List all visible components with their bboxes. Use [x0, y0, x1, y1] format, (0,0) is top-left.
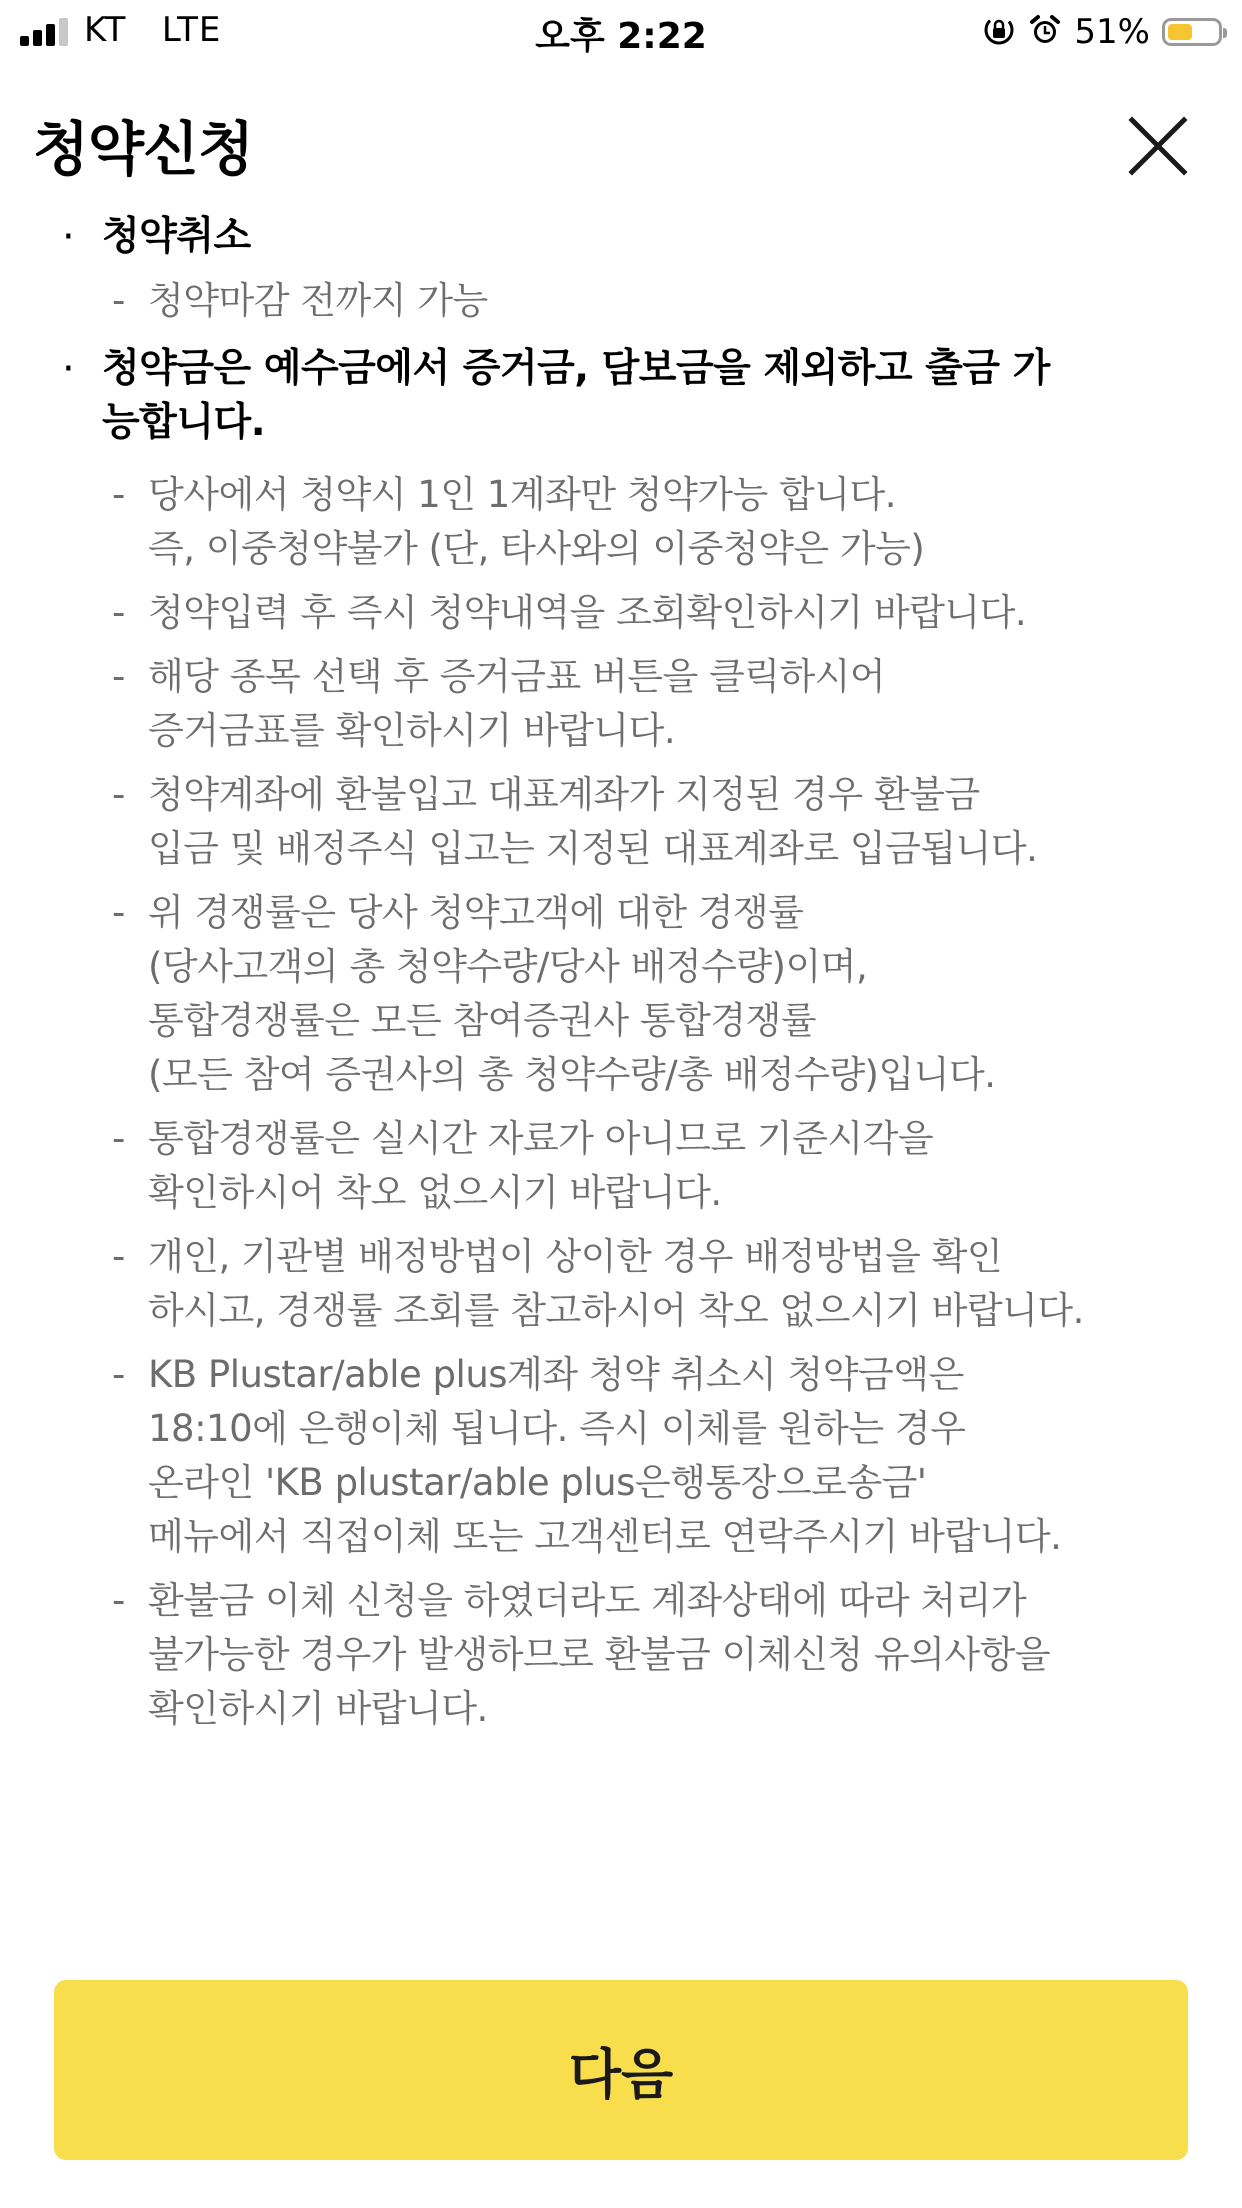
notice-content [0, 210, 1242, 1746]
list-item: - 해당 종목 선택 후 증거금표 버튼을 클릭하시어 증거금표를 확인하시기 바랍니다. [112, 650, 1242, 758]
list-item: - 통합경쟁률은 실시간 자료가 아니므로 기준시각을 확인하시어 착오 없으시기 바랍니다. [112, 1112, 1242, 1220]
item-line: (모든 참여 증권사의 총 청약수량/총 배정수량)입니다. [148, 1053, 996, 1096]
item-line: 불가능한 경우가 발생하므로 환불금 이체신청 유의사항을 [148, 1633, 1051, 1676]
item-line: 확인하시기 바랍니다. [148, 1687, 488, 1730]
list-item: - 청약계좌에 환불입고 대표계좌가 지정된 경우 환불금 입금 및 배정주식 입고는 지정된 대표계좌로 입금됩니다. [112, 768, 1242, 876]
item-line: 18:10에 은행이체 됩니다. 즉시 이체를 원하는 경우 [148, 1407, 966, 1450]
item-line: 통합경쟁률은 실시간 자료가 아니므로 기준시각을 [148, 1117, 934, 1160]
section-heading: 청약취소 [102, 214, 251, 259]
orientation-lock-icon [982, 13, 1016, 51]
item-line: 당사에서 청약시 1인 1계좌만 청약가능 합니다. [148, 473, 897, 516]
item-line: 개인, 기관별 배정방법이 상이한 경우 배정방법을 확인 [148, 1235, 1003, 1278]
status-time: 오후 2:22 [535, 16, 707, 57]
alarm-icon [1028, 13, 1062, 51]
section-withdrawal [62, 342, 1242, 1736]
list-item: - 청약마감 전까지 가능 [112, 274, 1242, 328]
bullet: · [62, 346, 75, 392]
item-line: 메뉴에서 직접이체 또는 고객센터로 연락주시기 바랍니다. [148, 1515, 1062, 1558]
item-line: 해당 종목 선택 후 증거금표 버튼을 클릭하시어 [148, 655, 886, 698]
carrier-label: KT LTE [84, 10, 222, 50]
section-heading: 청약금은 예수금에서 증거금, 담보금을 제외하고 출금 가능합니다. [102, 346, 1050, 445]
item-line: 입금 및 배정주식 입고는 지정된 대표계좌로 입금됩니다. [148, 827, 1038, 870]
item-line: 환불금 이체 신청을 하였더라도 계좌상태에 따라 처리가 [148, 1579, 1027, 1622]
close-icon [1122, 110, 1194, 182]
item-line: 위 경쟁률은 당사 청약고객에 대한 경쟁률 [148, 891, 804, 934]
list-item: - 환불금 이체 신청을 하였더라도 계좌상태에 따라 처리가 불가능한 경우가 발생하므로 환불금 이체신청 유의사항을 확인하시기 바랍니다. [112, 1574, 1242, 1736]
list-item: - 청약입력 후 즉시 청약내역을 조회확인하시기 바랍니다. [112, 586, 1242, 640]
bullet: · [62, 214, 75, 260]
next-button[interactable]: 다음 [54, 1980, 1188, 2160]
item-line: 청약마감 전까지 가능 [148, 279, 488, 322]
item-line: 온라인 'KB plustar/able plus은행통장으로송금' [148, 1461, 927, 1504]
battery-level [1168, 24, 1192, 40]
item-line: 증거금표를 확인하시기 바랍니다. [148, 709, 676, 752]
status-right-group [982, 10, 1222, 54]
page-title: 청약신청 [33, 115, 254, 183]
list-item: - 당사에서 청약시 1인 1계좌만 청약가능 합니다. 즉, 이중청약불가 (단, 타사와의 이중청약은 가능) [112, 468, 1242, 576]
item-line: 하시고, 경쟁률 조회를 참고하시어 착오 없으시기 바랍니다. [148, 1289, 1084, 1332]
list-item: - KB Plustar/able plus계좌 청약 취소시 청약금액은 18:10에 은행이체 됩니다. 즉시 이체를 원하는 경우 온라인 'KB plustar/able plus은행통장으로송금' 메뉴에서 직접이체 또는 고객센터로 연락주시기 바랍니다. [112, 1348, 1242, 1564]
list-item: - 위 경쟁률은 당사 청약고객에 대한 경쟁률 (당사고객의 총 청약수량/당사 배정수량)이며, 통합경쟁률은 모든 참여증권사 통합경쟁률 (모든 참여 증권사의 총 청약수량/총 배정수량)입니다. [112, 886, 1242, 1102]
item-line: 통합경쟁률은 모든 참여증권사 통합경쟁률 [148, 999, 817, 1042]
item-line: KB Plustar/able plus계좌 청약 취소시 청약금액은 [148, 1353, 964, 1396]
item-line: (당사고객의 총 청약수량/당사 배정수량)이며, [148, 945, 868, 988]
list-item: - 개인, 기관별 배정방법이 상이한 경우 배정방법을 확인 하시고, 경쟁률 조회를 참고하시어 착오 없으시기 바랍니다. [112, 1230, 1242, 1338]
item-line: 청약계좌에 환불입고 대표계좌가 지정된 경우 환불금 [148, 773, 980, 816]
battery-icon [1162, 18, 1222, 46]
item-line: 청약입력 후 즉시 청약내역을 조회확인하시기 바랍니다. [148, 591, 1027, 634]
close-button[interactable] [1122, 110, 1194, 182]
item-list [112, 274, 1242, 328]
battery-percent: 51% [1074, 12, 1150, 52]
section-cancellation [62, 210, 1242, 328]
item-line: 즉, 이중청약불가 (단, 타사와의 이중청약은 가능) [148, 527, 925, 570]
item-line: 확인하시어 착오 없으시기 바랍니다. [148, 1171, 722, 1214]
status-bar [0, 0, 1242, 64]
item-list [112, 468, 1242, 1736]
